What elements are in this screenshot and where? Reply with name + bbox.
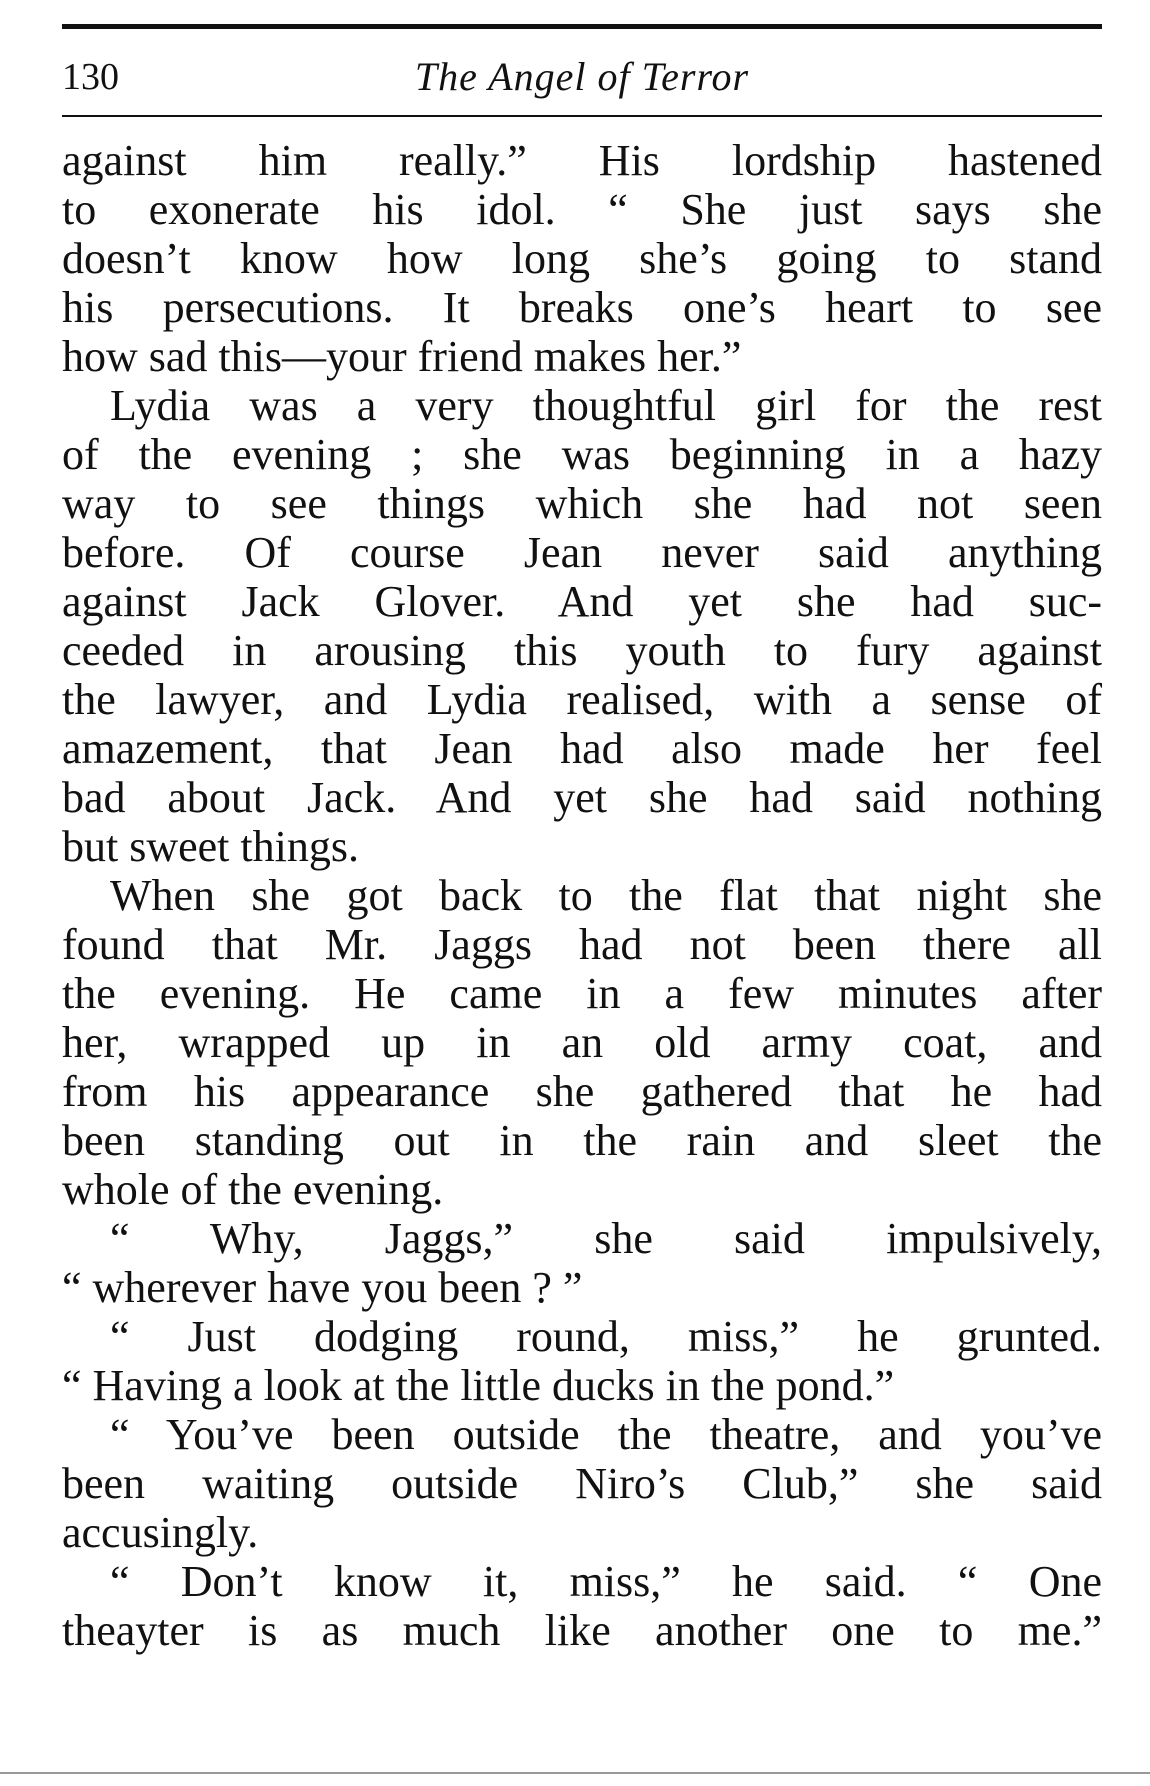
text-line: way to see things which she had not seen	[62, 479, 1102, 528]
text-line: “ Why, Jaggs,” she said impulsively,	[110, 1214, 1102, 1263]
page-number: 130	[62, 56, 119, 98]
book-title: The Angel of Terror	[414, 54, 750, 99]
text-line: “ wherever have you been ? ”	[62, 1263, 583, 1312]
text-line: how sad this—your friend makes her.”	[62, 332, 742, 381]
text-line: but sweet things.	[62, 822, 359, 871]
text-line: “ Having a look at the little ducks in the pond.”	[62, 1361, 895, 1410]
running-head	[62, 52, 1102, 102]
text-line: against him really.” His lordship hastened	[62, 136, 1102, 185]
text-line: the evening. He came in a few minutes after	[62, 969, 1102, 1018]
text-line: his persecutions. It breaks one’s heart to see	[62, 283, 1102, 332]
book-page	[62, 0, 1102, 1786]
text-line: When she got back to the flat that night she	[110, 871, 1102, 920]
text-line: “ You’ve been outside the theatre, and you’ve	[110, 1410, 1102, 1459]
text-line: been waiting outside Niro’s Club,” she said	[62, 1459, 1102, 1508]
body-text	[62, 136, 1102, 1655]
text-line: the lawyer, and Lydia realised, with a sense of	[62, 675, 1102, 724]
text-line: found that Mr. Jaggs had not been there all	[62, 920, 1102, 969]
bottom-edge-line	[0, 1772, 1150, 1774]
text-line: her, wrapped up in an old army coat, and	[62, 1018, 1102, 1067]
text-line: amazement, that Jean had also made her feel	[62, 724, 1102, 773]
text-line: to exonerate his idol. “ She just says she	[62, 185, 1102, 234]
text-line: ceeded in arousing this youth to fury against	[62, 626, 1102, 675]
text-line: theayter is as much like another one to me.”	[62, 1606, 1102, 1655]
text-line: from his appearance she gathered that he had	[62, 1067, 1102, 1116]
text-line: “ Just dodging round, miss,” he grunted.	[110, 1312, 1102, 1361]
text-line: “ Don’t know it, miss,” he said. “ One	[110, 1557, 1102, 1606]
text-line: accusingly.	[62, 1508, 259, 1557]
text-line: before. Of course Jean never said anything	[62, 528, 1102, 577]
top-rule	[62, 24, 1102, 29]
text-line: of the evening ; she was beginning in a hazy	[62, 430, 1102, 479]
text-line: bad about Jack. And yet she had said nothing	[62, 773, 1102, 822]
text-line: been standing out in the rain and sleet the	[62, 1116, 1102, 1165]
text-line: Lydia was a very thoughtful girl for the rest	[110, 381, 1102, 430]
header-rule	[62, 115, 1102, 117]
text-line: against Jack Glover. And yet she had suc-	[62, 577, 1102, 626]
text-line: doesn’t know how long she’s going to stand	[62, 234, 1102, 283]
text-line: whole of the evening.	[62, 1165, 444, 1214]
